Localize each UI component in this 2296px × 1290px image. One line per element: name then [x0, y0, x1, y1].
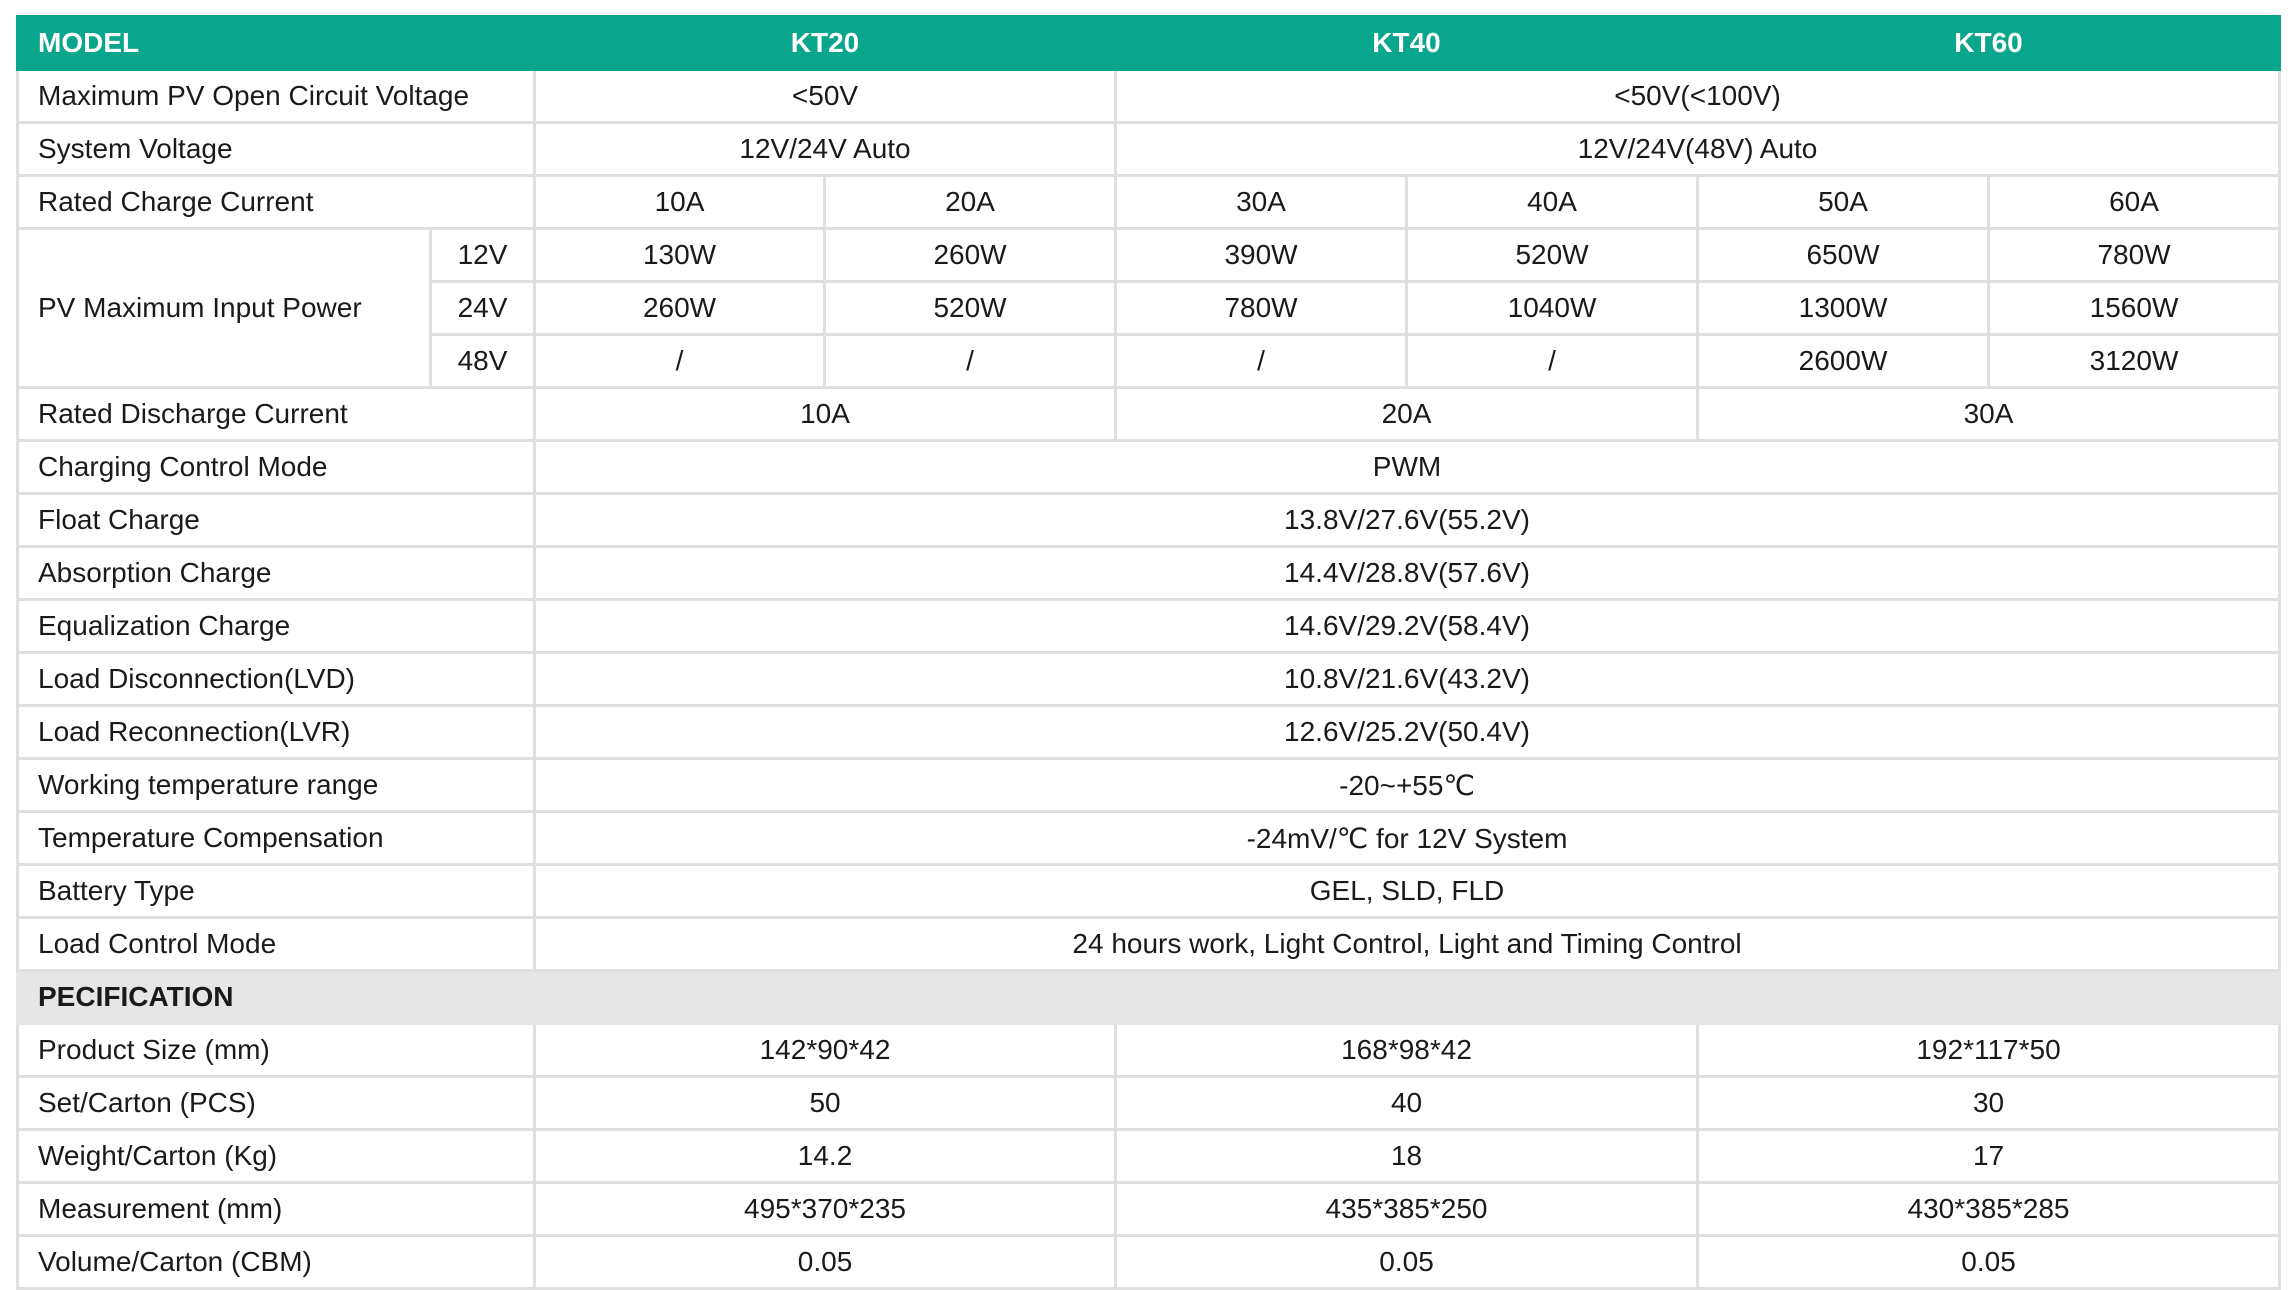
- cell-value: 1300W: [1698, 282, 1989, 335]
- row-label: System Voltage: [18, 123, 535, 176]
- cell-value: <50V(<100V): [1116, 70, 2280, 123]
- cell-value: 520W: [825, 282, 1116, 335]
- cell-value: PWM: [535, 441, 2280, 494]
- cell-value: 2600W: [1698, 335, 1989, 388]
- row-label: PV Maximum Input Power: [18, 229, 431, 388]
- cell-value: 192*117*50: [1698, 1024, 2280, 1077]
- cell-value: 30A: [1116, 176, 1407, 229]
- model-header-kt20: KT20: [535, 17, 1116, 70]
- cell-value: 0.05: [1698, 1236, 2280, 1289]
- cell-value: 780W: [1116, 282, 1407, 335]
- model-header-kt60: KT60: [1698, 17, 2280, 70]
- table-row: [18, 441, 2280, 494]
- table-row: [18, 229, 2280, 282]
- cell-value: /: [1116, 335, 1407, 388]
- cell-value: 20A: [1116, 388, 1698, 441]
- cell-value: 50A: [1698, 176, 1989, 229]
- cell-value: 142*90*42: [535, 1024, 1116, 1077]
- row-label: Load Reconnection(LVR): [18, 706, 535, 759]
- row-label: Charging Control Mode: [18, 441, 535, 494]
- table-row: [18, 1077, 2280, 1130]
- cell-value: 0.05: [535, 1236, 1116, 1289]
- table-row: [18, 176, 2280, 229]
- row-label: Battery Type: [18, 865, 535, 918]
- cell-value: 14.2: [535, 1130, 1116, 1183]
- model-header-kt40: KT40: [1116, 17, 1698, 70]
- table-row: [18, 759, 2280, 812]
- section-header-row: [18, 971, 2280, 1024]
- table-row: [18, 865, 2280, 918]
- row-label: Rated Discharge Current: [18, 388, 535, 441]
- table-row: [18, 1236, 2280, 1289]
- cell-value: 12.6V/25.2V(50.4V): [535, 706, 2280, 759]
- row-label: Maximum PV Open Circuit Voltage: [18, 70, 535, 123]
- cell-value: 17: [1698, 1130, 2280, 1183]
- cell-value: 435*385*250: [1116, 1183, 1698, 1236]
- cell-value: -24mV/℃ for 12V System: [535, 812, 2280, 865]
- cell-value: 1040W: [1407, 282, 1698, 335]
- cell-value: 0.05: [1116, 1236, 1698, 1289]
- cell-value: /: [1407, 335, 1698, 388]
- cell-value: -20~+55℃: [535, 759, 2280, 812]
- cell-value: 1560W: [1989, 282, 2280, 335]
- row-label: Working temperature range: [18, 759, 535, 812]
- cell-value: 14.4V/28.8V(57.6V): [535, 547, 2280, 600]
- cell-value: 10A: [535, 176, 825, 229]
- voltage-sublabel: 12V: [431, 229, 535, 282]
- table-row: [18, 1024, 2280, 1077]
- table-row: [18, 1130, 2280, 1183]
- cell-value: 14.6V/29.2V(58.4V): [535, 600, 2280, 653]
- cell-value: 50: [535, 1077, 1116, 1130]
- table-row: [18, 494, 2280, 547]
- row-label: Load Disconnection(LVD): [18, 653, 535, 706]
- cell-value: 18: [1116, 1130, 1698, 1183]
- section-title: PECIFICATION: [18, 971, 2280, 1024]
- table-row: [18, 653, 2280, 706]
- table-row: [18, 600, 2280, 653]
- table-row: [18, 1183, 2280, 1236]
- model-header-label: MODEL: [18, 17, 535, 70]
- table-row: [18, 812, 2280, 865]
- cell-value: 168*98*42: [1116, 1024, 1698, 1077]
- cell-value: 12V/24V(48V) Auto: [1116, 123, 2280, 176]
- row-label: Measurement (mm): [18, 1183, 535, 1236]
- row-label: Equalization Charge: [18, 600, 535, 653]
- cell-value: 650W: [1698, 229, 1989, 282]
- cell-value: 260W: [825, 229, 1116, 282]
- table-row: [18, 70, 2280, 123]
- cell-value: 60A: [1989, 176, 2280, 229]
- cell-value: 390W: [1116, 229, 1407, 282]
- cell-value: 3120W: [1989, 335, 2280, 388]
- row-label: Load Control Mode: [18, 918, 535, 971]
- table-row: [18, 123, 2280, 176]
- voltage-sublabel: 24V: [431, 282, 535, 335]
- row-label: Rated Charge Current: [18, 176, 535, 229]
- cell-value: 13.8V/27.6V(55.2V): [535, 494, 2280, 547]
- row-label: Volume/Carton (CBM): [18, 1236, 535, 1289]
- spec-table: [16, 15, 2281, 1290]
- cell-value: /: [825, 335, 1116, 388]
- cell-value: 20A: [825, 176, 1116, 229]
- row-label: Weight/Carton (Kg): [18, 1130, 535, 1183]
- cell-value: 430*385*285: [1698, 1183, 2280, 1236]
- cell-value: 780W: [1989, 229, 2280, 282]
- row-label: Set/Carton (PCS): [18, 1077, 535, 1130]
- table-row: [18, 547, 2280, 600]
- row-label: Temperature Compensation: [18, 812, 535, 865]
- cell-value: 10.8V/21.6V(43.2V): [535, 653, 2280, 706]
- cell-value: 30: [1698, 1077, 2280, 1130]
- table-row: [18, 388, 2280, 441]
- cell-value: <50V: [535, 70, 1116, 123]
- row-label: Absorption Charge: [18, 547, 535, 600]
- row-label: Product Size (mm): [18, 1024, 535, 1077]
- row-label: Float Charge: [18, 494, 535, 547]
- cell-value: 40A: [1407, 176, 1698, 229]
- table-row: [18, 918, 2280, 971]
- table-header-row: [18, 17, 2280, 70]
- cell-value: 40: [1116, 1077, 1698, 1130]
- cell-value: 24 hours work, Light Control, Light and Timing Control: [535, 918, 2280, 971]
- cell-value: 30A: [1698, 388, 2280, 441]
- cell-value: /: [535, 335, 825, 388]
- cell-value: 520W: [1407, 229, 1698, 282]
- cell-value: 130W: [535, 229, 825, 282]
- cell-value: 260W: [535, 282, 825, 335]
- cell-value: GEL, SLD, FLD: [535, 865, 2280, 918]
- cell-value: 10A: [535, 388, 1116, 441]
- table-row: [18, 706, 2280, 759]
- cell-value: 495*370*235: [535, 1183, 1116, 1236]
- cell-value: 12V/24V Auto: [535, 123, 1116, 176]
- voltage-sublabel: 48V: [431, 335, 535, 388]
